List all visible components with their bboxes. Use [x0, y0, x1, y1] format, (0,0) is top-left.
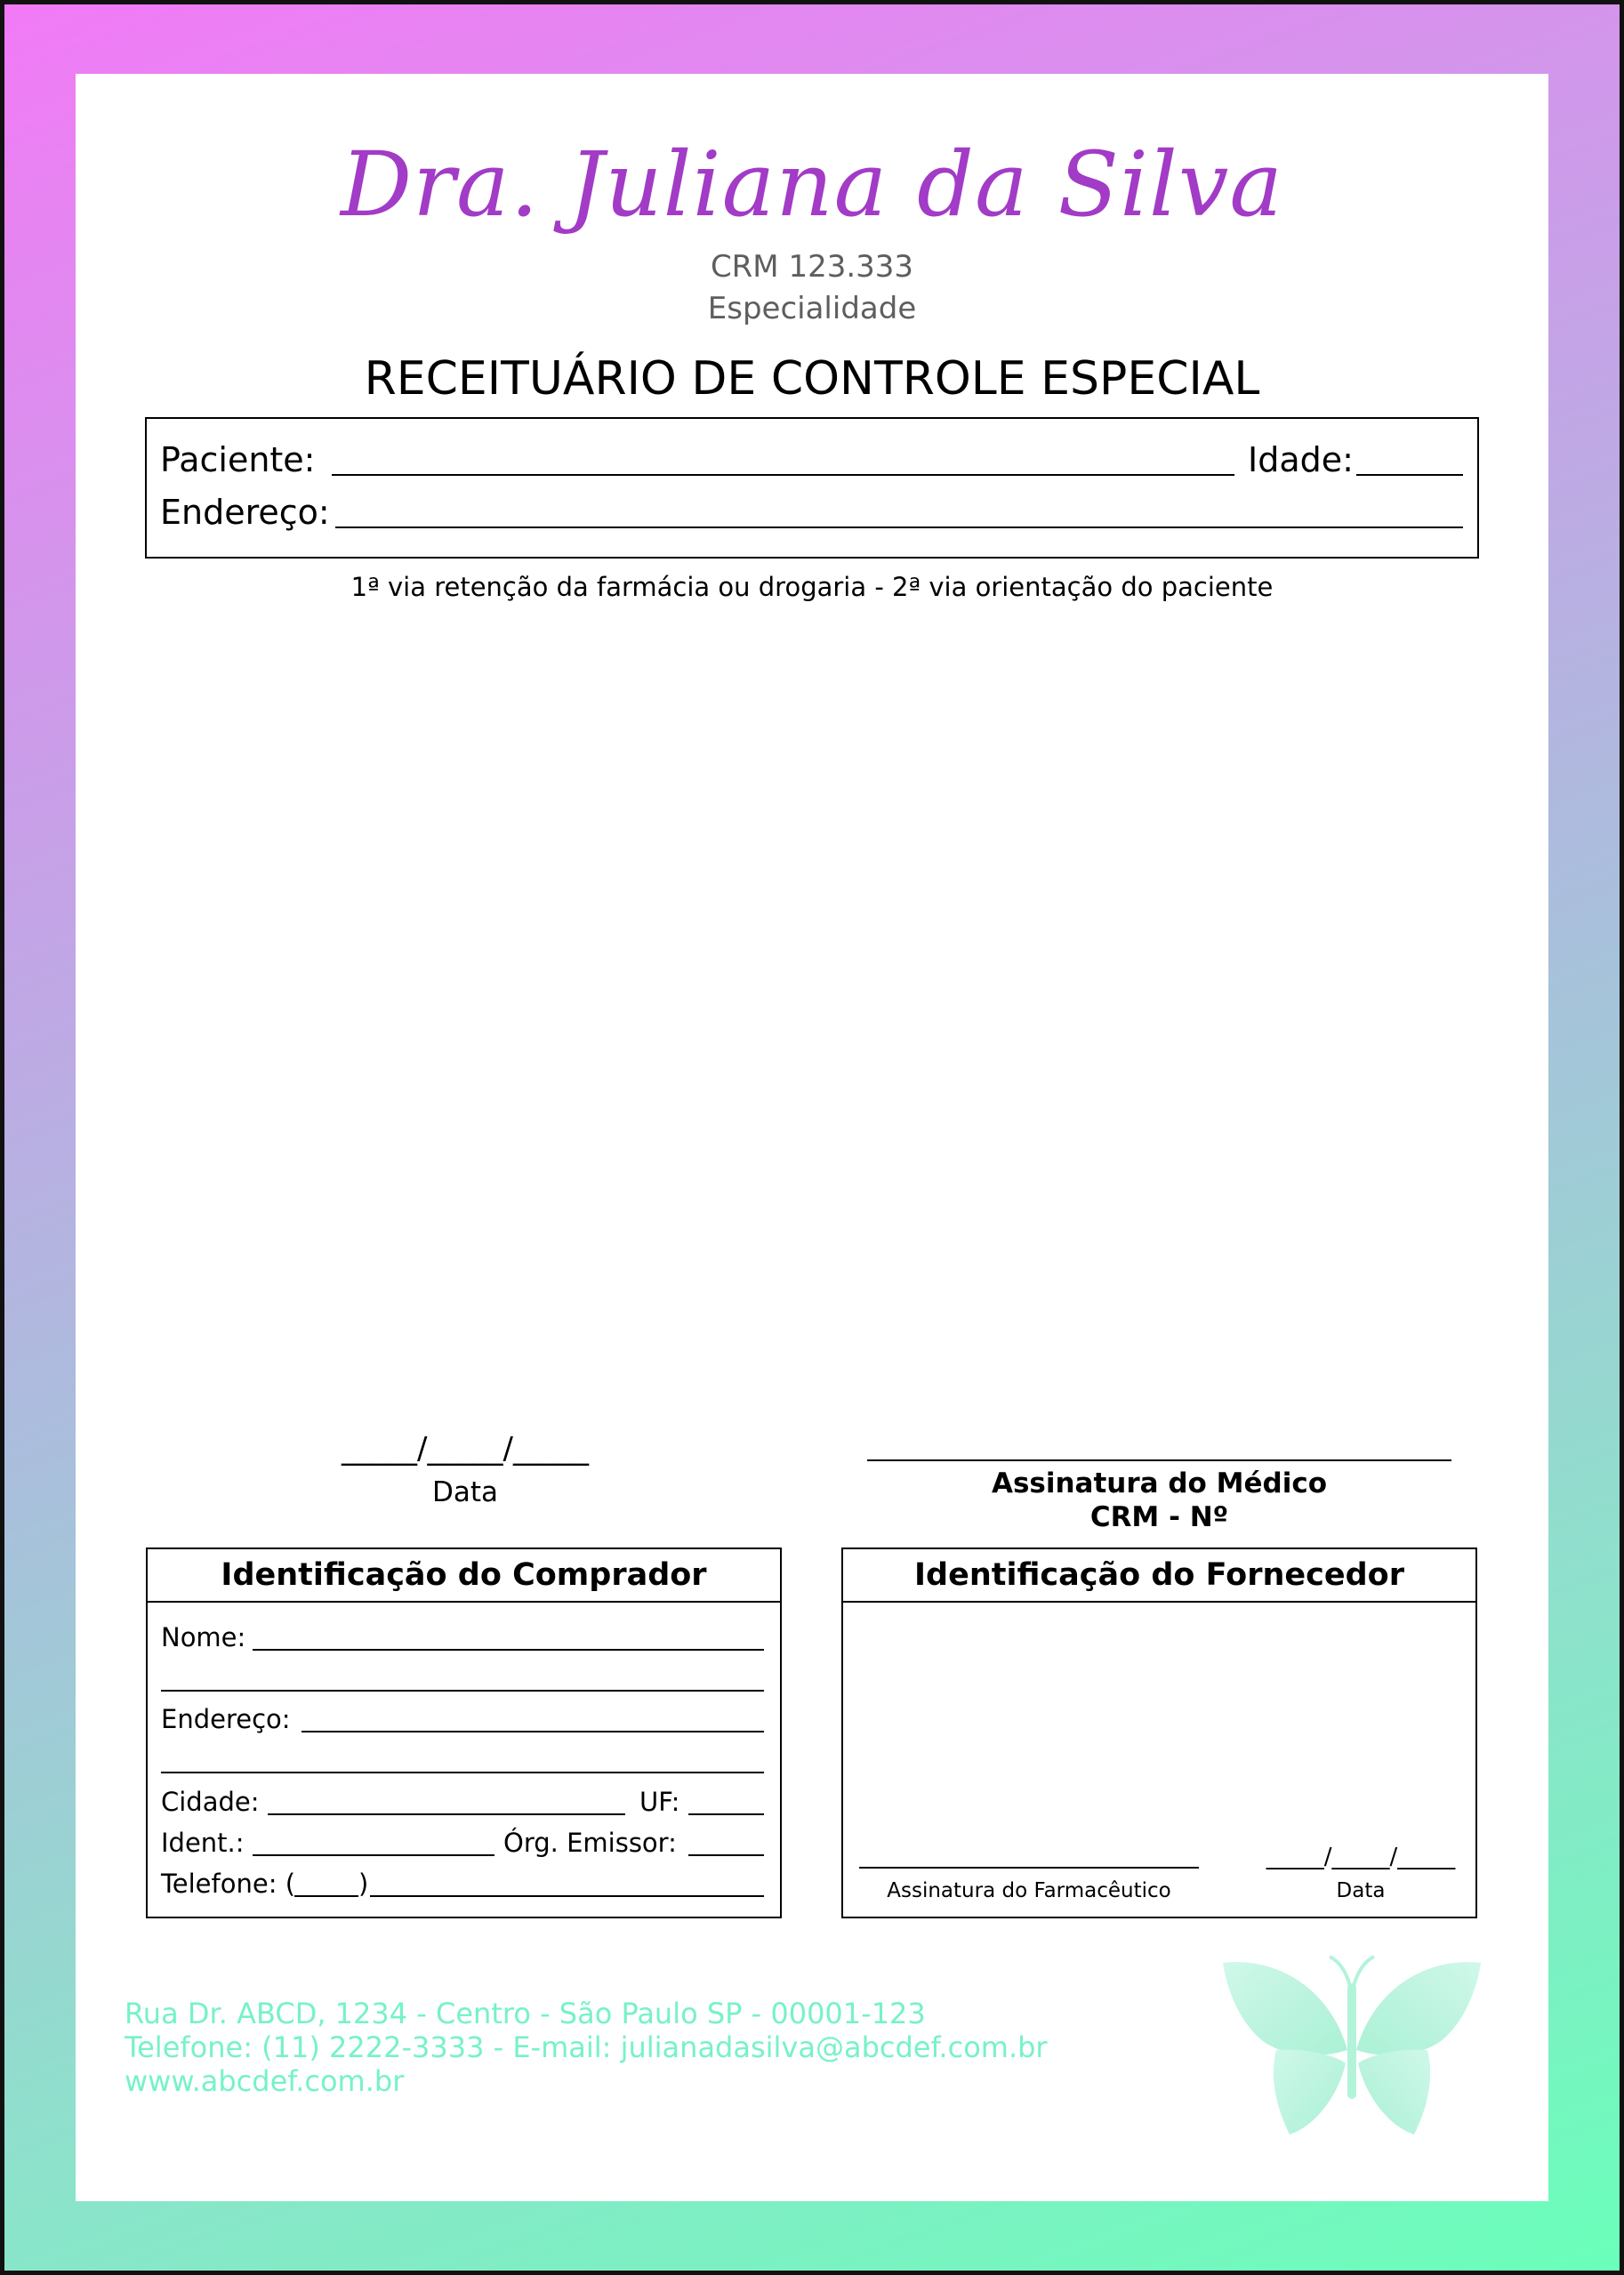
- buyer-city-label: Cidade:: [161, 1787, 260, 1817]
- footer-contact: Telefone: (11) 2222-3333 - E-mail: julianadasilva@abcdef.com.br: [125, 2030, 1048, 2064]
- supplier-date-field[interactable]: _____/_____/_____: [1266, 1844, 1456, 1870]
- address-label: Endereço:: [160, 493, 330, 532]
- supplier-identification-panel: [841, 1547, 1477, 1918]
- doctor-signature-label: Assinatura do Médico: [991, 1467, 1328, 1499]
- buyer-phone-paren: ): [358, 1869, 369, 1899]
- butterfly-logo-icon: [1214, 1952, 1490, 2139]
- pharmacist-signature-line[interactable]: [859, 1867, 1199, 1869]
- doctor-specialty: Especialidade: [707, 291, 917, 326]
- patient-field[interactable]: [332, 474, 1234, 476]
- buyer-address-field-line2[interactable]: [161, 1772, 764, 1773]
- supplier-date-label: Data: [1336, 1879, 1386, 1902]
- footer-address: Rua Dr. ABCD, 1234 - Centro - São Paulo SP - 00001-123: [125, 1997, 926, 2030]
- buyer-phone-field[interactable]: [370, 1895, 764, 1897]
- buyer-phone-area-field[interactable]: [294, 1895, 358, 1897]
- doctor-name: Dra. Juliana da Silva: [340, 133, 1284, 237]
- buyer-phone-label: Telefone: (: [161, 1869, 296, 1899]
- buyer-name-field-line2[interactable]: [161, 1690, 764, 1692]
- doctor-crm: CRM 123.333: [710, 249, 914, 285]
- via-note: 1ª via retenção da farmácia ou drogaria - 2ª via orientação do paciente: [350, 572, 1274, 602]
- address-field[interactable]: [335, 527, 1463, 528]
- patient-info-box: [145, 417, 1479, 559]
- pharmacist-signature-label: Assinatura do Farmacêutico: [887, 1879, 1171, 1902]
- supplier-panel-title: Identificação do Fornecedor: [843, 1549, 1475, 1603]
- buyer-city-field[interactable]: [268, 1813, 625, 1815]
- buyer-identification-panel: [146, 1547, 782, 1918]
- buyer-panel-title: Identificação do Comprador: [148, 1549, 780, 1603]
- buyer-issuer-field[interactable]: [688, 1854, 764, 1856]
- doctor-crm-label: CRM - Nº: [1089, 1501, 1229, 1533]
- age-field[interactable]: [1356, 474, 1463, 476]
- buyer-uf-label: UF:: [639, 1787, 680, 1817]
- buyer-uf-field[interactable]: [688, 1813, 764, 1815]
- doctor-signature-line[interactable]: [867, 1459, 1451, 1461]
- prescription-date-field[interactable]: _____/_____/_____: [342, 1431, 589, 1467]
- form-title: RECEITUÁRIO DE CONTROLE ESPECIAL: [364, 352, 1260, 406]
- buyer-name-label: Nome:: [161, 1622, 246, 1652]
- buyer-name-field[interactable]: [253, 1649, 764, 1651]
- buyer-issuer-label: Órg. Emissor:: [503, 1828, 677, 1858]
- footer-website: www.abcdef.com.br: [125, 2064, 405, 2098]
- buyer-address-label: Endereço:: [161, 1704, 291, 1734]
- prescription-date-label: Data: [431, 1476, 499, 1508]
- prescription-body-area[interactable]: [145, 623, 1479, 1405]
- buyer-ident-label: Ident.:: [161, 1828, 245, 1858]
- age-label: Idade:: [1248, 440, 1354, 479]
- patient-label: Paciente:: [160, 440, 316, 479]
- buyer-ident-field[interactable]: [253, 1854, 494, 1856]
- buyer-address-field[interactable]: [301, 1731, 764, 1732]
